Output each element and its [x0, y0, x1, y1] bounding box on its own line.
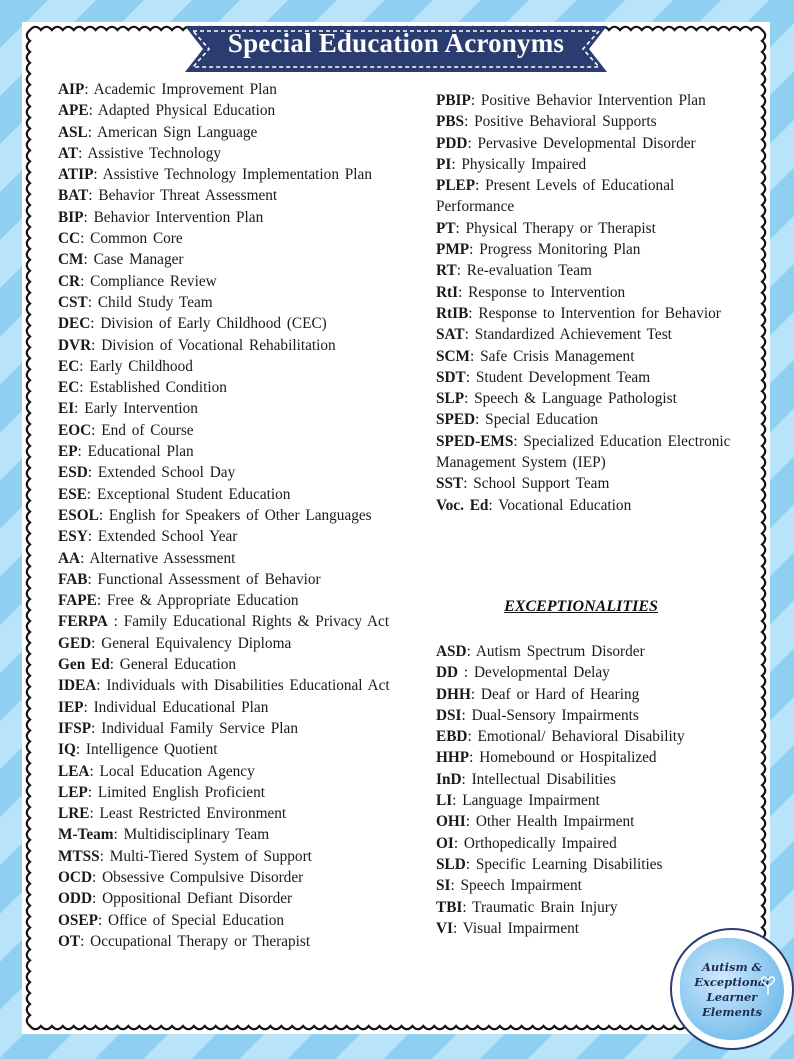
acronym-entry: [436, 133, 736, 154]
acronym-entry: [58, 846, 418, 867]
acronym-entry: [436, 282, 736, 303]
acronym-definition: : Local Education Agency: [89, 762, 255, 780]
acronym-definition: : Behavior Threat Assessment: [88, 187, 278, 205]
acronym-abbr: OCD: [58, 868, 92, 886]
acronym-abbr: Gen Ed: [58, 656, 110, 674]
acronym-definition: : General Equivalency Diploma: [91, 634, 292, 652]
acronym-abbr: DEC: [58, 315, 91, 333]
acronym-abbr: OHI: [436, 813, 466, 831]
acronym-entry: [436, 918, 736, 939]
acronym-definition: : American Sign Language: [87, 123, 258, 141]
acronym-entry: [58, 356, 418, 377]
acronym-abbr: RtI: [436, 283, 459, 301]
logo-line-4: Elements: [701, 1005, 763, 1019]
acronym-entry: [58, 548, 418, 569]
acronym-abbr: EC: [58, 379, 80, 397]
acronym-abbr: SLD: [436, 855, 466, 873]
acronym-entry: [58, 569, 418, 590]
acronym-entry: [58, 441, 418, 462]
acronym-definition: : Response to Intervention: [458, 283, 626, 301]
acronym-definition: : Established Condition: [79, 379, 227, 397]
acronym-entry: [436, 747, 736, 768]
acronym-definition: : Safe Crisis Management: [470, 347, 635, 365]
acronym-definition: : Individuals with Disabilities Educational Act: [96, 677, 390, 695]
acronym-abbr: VI: [436, 919, 453, 937]
acronym-abbr: SPED-EMS: [436, 432, 514, 450]
acronym-definition: : English for Speakers of Other Languages: [98, 506, 372, 524]
acronym-definition: : Assistive Technology Implementation Plan: [93, 166, 372, 184]
acronym-definition: : Alternative Assessment: [80, 549, 236, 567]
acronym-abbr: SST: [436, 475, 464, 493]
acronym-entry: [58, 505, 418, 526]
acronym-abbr: DVR: [58, 336, 92, 354]
acronym-abbr: CST: [58, 293, 88, 311]
acronym-definition: : Oppositional Defiant Disorder: [92, 890, 293, 908]
acronym-abbr: IDEA: [58, 677, 97, 695]
acronym-abbr: AA: [58, 549, 81, 567]
acronym-entry: [436, 367, 736, 388]
acronym-abbr: DD: [436, 664, 459, 682]
acronym-entry: [436, 218, 736, 239]
acronym-abbr: SLP: [436, 390, 465, 408]
acronym-abbr: EBD: [436, 728, 468, 746]
acronym-entry: [58, 100, 418, 121]
acronym-definition: : School Support Team: [463, 475, 610, 493]
acronym-entry: [436, 90, 736, 111]
acronym-abbr: SCM: [436, 347, 470, 365]
acronym-abbr: M-Team: [58, 826, 114, 844]
exceptionalities-list: [436, 641, 736, 939]
acronym-definition: : Assistive Technology: [78, 144, 221, 162]
acronym-definition: : Pervasive Developmental Disorder: [467, 134, 696, 152]
acronym-definition: : Vocational Education: [488, 496, 632, 514]
acronym-abbr: OI: [436, 834, 454, 852]
acronym-entry: [58, 931, 418, 952]
acronym-entry: [58, 888, 418, 909]
acronym-entry: [436, 495, 736, 516]
acronym-abbr: EI: [58, 400, 75, 418]
acronym-definition: : Occupational Therapy or Therapist: [80, 932, 311, 950]
acronym-entry: [436, 833, 736, 854]
acronym-entry: [436, 790, 736, 811]
acronym-definition: : Positive Behavior Intervention Plan: [470, 92, 706, 109]
acronym-abbr: HHP: [436, 749, 470, 767]
acronym-definition: : Specific Learning Disabilities: [465, 855, 663, 873]
acronym-entry: [436, 239, 736, 260]
acronym-definition: : Limited English Proficient: [87, 783, 265, 801]
acronym-entry: [436, 409, 736, 430]
acronym-definition: : Re-evaluation Team: [456, 262, 592, 280]
acronym-entry: [436, 175, 736, 218]
acronym-entry: [58, 398, 418, 419]
acronym-abbr: CM: [58, 251, 84, 269]
heart-ribbon-icon: [760, 974, 776, 996]
acronym-abbr: LI: [436, 792, 453, 810]
acronym-abbr: PLEP: [436, 177, 476, 195]
acronym-entry: [436, 324, 736, 345]
acronym-entry: [58, 910, 418, 931]
acronym-abbr: PDD: [436, 134, 468, 152]
acronym-abbr: FAB: [58, 570, 88, 588]
acronym-abbr: LEP: [58, 783, 88, 801]
acronym-abbr: SPED: [436, 411, 476, 429]
acronym-entry: [436, 811, 736, 832]
acronym-definition: : Standardized Achievement Test: [464, 326, 672, 344]
logo-line-2: Exceptional: [694, 975, 770, 989]
acronym-entry: [436, 875, 736, 896]
acronym-definition: : Free & Appropriate Education: [96, 592, 299, 610]
acronym-abbr: AIP: [58, 81, 85, 98]
acronym-definition: : Physically Impaired: [451, 155, 587, 173]
acronym-definition: : Early Childhood: [79, 357, 193, 375]
acronym-abbr: PBS: [436, 113, 465, 131]
acronym-abbr: PT: [436, 219, 456, 237]
acronym-entry: [58, 249, 418, 270]
acronym-definition: : Compliance Review: [80, 272, 217, 290]
acronym-definition: : Individual Family Service Plan: [91, 719, 298, 737]
acronym-definition: : Behavior Intervention Plan: [83, 208, 264, 226]
acronym-abbr: EOC: [58, 421, 92, 439]
acronym-abbr: FERPA: [58, 613, 108, 631]
acronym-definition: : Visual Impairment: [453, 919, 580, 937]
acronym-abbr: ODD: [58, 890, 92, 908]
flyer-page: [22, 22, 770, 1034]
acronym-entry: [58, 207, 418, 228]
acronym-abbr: PMP: [436, 241, 470, 259]
title-banner: [185, 22, 607, 76]
acronym-definition: : Case Manager: [83, 251, 184, 269]
acronym-abbr: ESD: [58, 464, 88, 482]
acronym-abbr: AT: [58, 144, 79, 162]
acronym-definition: : Specialized Education Electronic Management System (IEP): [436, 432, 731, 472]
acronym-abbr: DSI: [436, 706, 462, 724]
logo-line-3: Learner: [706, 990, 758, 1004]
acronym-abbr: ESOL: [58, 506, 99, 524]
acronym-entry: [58, 824, 418, 845]
acronym-entry: [58, 675, 418, 696]
acronym-definition: : Progress Monitoring Plan: [469, 241, 641, 259]
acronym-entry: [436, 684, 736, 705]
acronym-entry: [58, 164, 418, 185]
acronym-abbr: RT: [436, 262, 457, 280]
acronym-abbr: OSEP: [58, 911, 98, 929]
acronym-entry: [436, 641, 736, 662]
acronym-entry: [436, 431, 736, 474]
acronym-definition: : Division of Vocational Rehabilitation: [91, 336, 336, 354]
acronym-entry: [436, 303, 736, 324]
acronym-abbr: ESY: [58, 528, 88, 546]
acronym-definition: : Dual-Sensory Impairments: [461, 706, 639, 724]
acronym-abbr: OT: [58, 932, 81, 950]
acronym-entry: [58, 335, 418, 356]
acronym-abbr: EC: [58, 357, 80, 375]
acronym-abbr: ASL: [58, 123, 88, 141]
acronym-definition: : Extended School Year: [87, 528, 238, 546]
acronym-entry: [58, 420, 418, 441]
acronym-entry: [436, 662, 736, 683]
acronym-abbr: ESE: [58, 485, 87, 503]
acronym-definition: : Physical Therapy or Therapist: [455, 219, 656, 237]
acronym-abbr: BAT: [58, 187, 89, 205]
acronym-abbr: IQ: [58, 741, 76, 759]
left-acronym-list: [58, 79, 418, 952]
acronym-entry: [436, 705, 736, 726]
acronym-definition: : Family Educational Rights & Privacy Act: [107, 613, 390, 631]
acronym-entry: [58, 782, 418, 803]
acronym-definition: : General Education: [109, 656, 237, 674]
acronym-entry: [58, 761, 418, 782]
acronym-abbr: LRE: [58, 805, 90, 823]
acronym-entry: [436, 769, 736, 790]
acronym-abbr: DHH: [436, 685, 471, 703]
acronym-entry: [58, 526, 418, 547]
acronym-definition: : Language Impairment: [452, 792, 600, 810]
acronym-definition: : Speech & Language Pathologist: [464, 390, 677, 408]
acronym-definition: : Autism Spectrum Disorder: [466, 643, 645, 660]
acronym-entry: [436, 154, 736, 175]
acronym-definition: : Response to Intervention for Behavior: [468, 304, 721, 322]
acronym-entry: [436, 388, 736, 409]
acronym-entry: [58, 313, 418, 334]
acronym-abbr: TBI: [436, 898, 463, 916]
acronym-entry: [58, 228, 418, 249]
acronym-abbr: BIP: [58, 208, 84, 226]
acronym-entry: [58, 484, 418, 505]
acronym-entry: [58, 185, 418, 206]
acronym-definition: : Functional Assessment of Behavior: [87, 570, 321, 588]
acronym-entry: [436, 897, 736, 918]
acronym-abbr: IEP: [58, 698, 84, 716]
acronym-definition: : Individual Educational Plan: [83, 698, 269, 716]
acronym-entry: [436, 111, 736, 132]
acronym-definition: : Educational Plan: [77, 443, 194, 461]
acronym-entry: [436, 346, 736, 367]
acronym-abbr: MTSS: [58, 847, 100, 865]
acronym-entry: [58, 867, 418, 888]
exceptionalities-heading: EXCEPTIONALITIES: [504, 598, 658, 615]
acronym-entry: [58, 611, 418, 632]
acronym-definition: : Multi-Tiered System of Support: [99, 847, 312, 865]
acronym-entry: [58, 633, 418, 654]
acronym-definition: : Special Education: [475, 411, 599, 429]
acronym-entry: [58, 462, 418, 483]
right-acronym-list: [436, 90, 736, 516]
acronym-definition: : Common Core: [80, 230, 183, 248]
acronym-definition: : Intelligence Quotient: [75, 741, 218, 759]
acronym-entry: [58, 271, 418, 292]
acronym-definition: : Student Development Team: [465, 368, 651, 386]
acronym-definition: : Extended School Day: [87, 464, 236, 482]
acronym-definition: : Exceptional Student Education: [86, 485, 291, 503]
acronym-definition: : Other Health Impairment: [465, 813, 635, 831]
acronym-entry: [58, 654, 418, 675]
acronym-definition: : Emotional/ Behavioral Disability: [467, 728, 685, 746]
acronym-abbr: LEA: [58, 762, 90, 780]
acronym-abbr: APE: [58, 102, 89, 120]
acronym-entry: [58, 590, 418, 611]
logo-line-1: Autism &: [702, 960, 762, 974]
acronym-entry: [436, 854, 736, 875]
acronym-entry: [58, 718, 418, 739]
acronym-entry: [436, 726, 736, 747]
acronym-abbr: RtIB: [436, 304, 469, 322]
acronym-definition: : Least Restricted Environment: [89, 805, 287, 823]
acronym-abbr: FAPE: [58, 592, 97, 610]
acronym-entry: [436, 473, 736, 494]
acronym-abbr: PBIP: [436, 92, 471, 109]
acronym-definition: : Academic Improvement Plan: [84, 81, 277, 98]
acronym-definition: : Deaf or Hard of Hearing: [470, 685, 640, 703]
acronym-abbr: ASD: [436, 643, 467, 660]
acronym-definition: : Positive Behavioral Supports: [464, 113, 657, 131]
acronym-definition: : Present Levels of Educational Performance: [436, 177, 675, 216]
acronym-definition: : Division of Early Childhood (CEC): [90, 315, 327, 333]
acronym-entry: [58, 739, 418, 760]
acronym-definition: : Office of Special Education: [97, 911, 285, 929]
acronym-abbr: CR: [58, 272, 81, 290]
acronym-definition: : Speech Impairment: [450, 877, 582, 895]
acronym-abbr: PI: [436, 155, 452, 173]
acronym-definition: : Orthopedically Impaired: [453, 834, 617, 852]
acronym-entry: [58, 79, 418, 100]
acronym-definition: : Obsessive Compulsive Disorder: [92, 868, 304, 886]
acronym-definition: : Adapted Physical Education: [88, 102, 276, 120]
acronym-definition: : Multidisciplinary Team: [113, 826, 270, 844]
brand-logo: [670, 928, 794, 1050]
acronym-entry: [58, 143, 418, 164]
acronym-abbr: GED: [58, 634, 92, 652]
acronym-entry: [58, 122, 418, 143]
acronym-definition: : Child Study Team: [87, 293, 213, 311]
acronym-definition: : End of Course: [91, 421, 194, 439]
acronym-entry: [58, 292, 418, 313]
acronym-abbr: EP: [58, 443, 78, 461]
acronym-abbr: CC: [58, 230, 81, 248]
acronym-abbr: SDT: [436, 368, 466, 386]
acronym-abbr: IFSP: [58, 719, 92, 737]
acronym-abbr: InD: [436, 770, 462, 788]
acronym-definition: : Traumatic Brain Injury: [462, 898, 618, 916]
page-title: Special Education Acronyms: [227, 28, 565, 58]
acronym-abbr: Voc. Ed: [436, 496, 489, 514]
acronym-definition: : Intellectual Disabilities: [461, 770, 616, 788]
acronym-abbr: SAT: [436, 326, 465, 344]
acronym-definition: : Homebound or Hospitalized: [469, 749, 657, 767]
acronym-entry: [58, 803, 418, 824]
acronym-entry: [436, 260, 736, 281]
acronym-abbr: SI: [436, 877, 451, 895]
acronym-abbr: ATIP: [58, 166, 94, 184]
acronym-definition: : Developmental Delay: [458, 664, 610, 682]
acronym-entry: [58, 377, 418, 398]
acronym-definition: : Early Intervention: [74, 400, 198, 418]
acronym-entry: [58, 697, 418, 718]
